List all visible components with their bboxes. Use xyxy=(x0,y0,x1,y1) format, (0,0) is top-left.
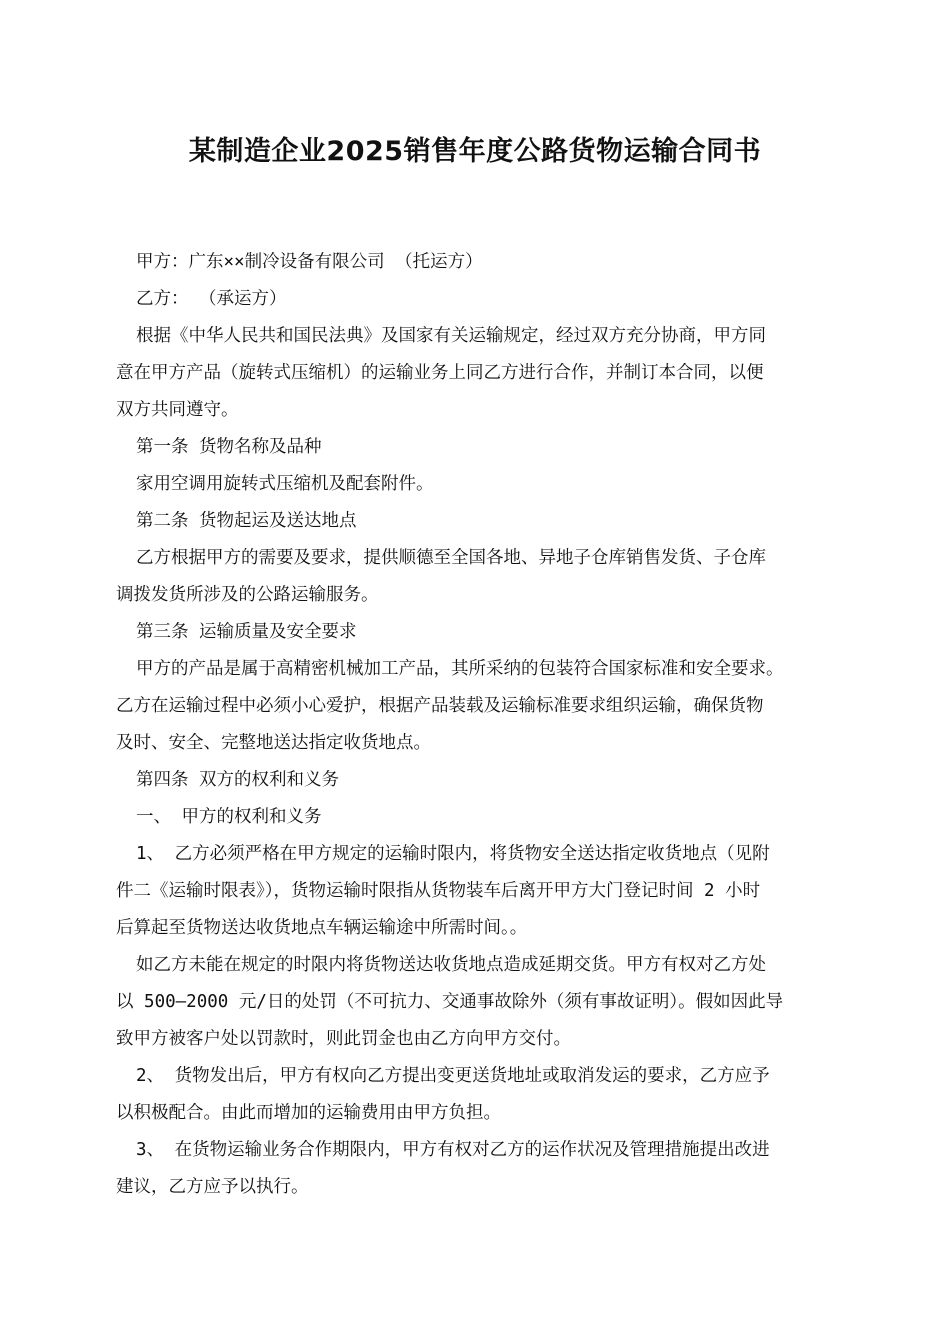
article-2-text-2: 调拨发货所涉及的公路运输服务。 xyxy=(116,585,379,605)
article-4-heading: 第四条 双方的权利和义务 xyxy=(136,770,340,790)
article-3-text-2: 乙方在运输过程中必须小心爱护，根据产品装载及运输标准要求组织运输，确保货物 xyxy=(116,696,764,716)
penalty-text-2: 以 500—2000 元/日的处罚（不可抗力、交通事故除外（须有事故证明）。假如因此导 xyxy=(116,992,784,1012)
article-3-text-3: 及时、安全、完整地送达指定收货地点。 xyxy=(116,733,431,753)
clause-1-text-3: 后算起至货物送达收货地点车辆运输途中所需时间。。 xyxy=(116,918,528,938)
clause-2-text-1: 2、 货物发出后，甲方有权向乙方提出变更送货地址或取消发运的要求，乙方应予 xyxy=(136,1066,770,1086)
article-1-heading: 第一条 货物名称及品种 xyxy=(136,437,322,457)
clause-1-text-2: 件二《运输时限表》），货物运输时限指从货物装车后离开甲方大门登记时间 2 小时 xyxy=(116,881,761,901)
article-3-heading: 第三条 运输质量及安全要求 xyxy=(136,622,357,642)
clause-1-text-1: 1、 乙方必须严格在甲方规定的运输时限内，将货物安全送达指定收货地点（见附 xyxy=(136,844,770,864)
penalty-text-3: 致甲方被客户处以罚款时，则此罚金也由乙方向甲方交付。 xyxy=(116,1029,571,1049)
preamble-line-2: 意在甲方产品（旋转式压缩机）的运输业务上同乙方进行合作，并制订本合同，以便 xyxy=(116,363,764,383)
article-1-text: 家用空调用旋转式压缩机及配套附件。 xyxy=(136,474,434,494)
article-2-text-1: 乙方根据甲方的需要及要求，提供顺德至全国各地、异地子仓库销售发货、子仓库 xyxy=(136,548,766,568)
article-2-heading: 第二条 货物起运及送达地点 xyxy=(136,511,357,531)
preamble-line-1: 根据《中华人民共和国民法典》及国家有关运输规定，经过双方充分协商，甲方同 xyxy=(136,326,766,346)
section-1-heading: 一、 甲方的权利和义务 xyxy=(136,807,322,827)
party-b-line: 乙方： （承运方） xyxy=(136,289,287,309)
clause-3-text-1: 3、 在货物运输业务合作期限内，甲方有权对乙方的运作状况及管理措施提出改进 xyxy=(136,1140,770,1160)
document-title: 某制造企业2025销售年度公路货物运输合同书 xyxy=(188,136,762,167)
penalty-text-1: 如乙方未能在规定的时限内将货物送达收货地点造成延期交货。甲方有权对乙方处 xyxy=(136,955,766,975)
party-a-line: 甲方：广东××制冷设备有限公司 （托运方） xyxy=(136,252,483,272)
document-body xyxy=(116,244,850,1206)
clause-3-text-2: 建议，乙方应予以执行。 xyxy=(116,1177,309,1197)
clause-2-text-2: 以积极配合。由此而增加的运输费用由甲方负担。 xyxy=(116,1103,501,1123)
preamble-line-3: 双方共同遵守。 xyxy=(116,400,239,420)
article-3-text-1: 甲方的产品是属于高精密机械加工产品，其所采纳的包装符合国家标准和安全要求。 xyxy=(136,659,784,679)
